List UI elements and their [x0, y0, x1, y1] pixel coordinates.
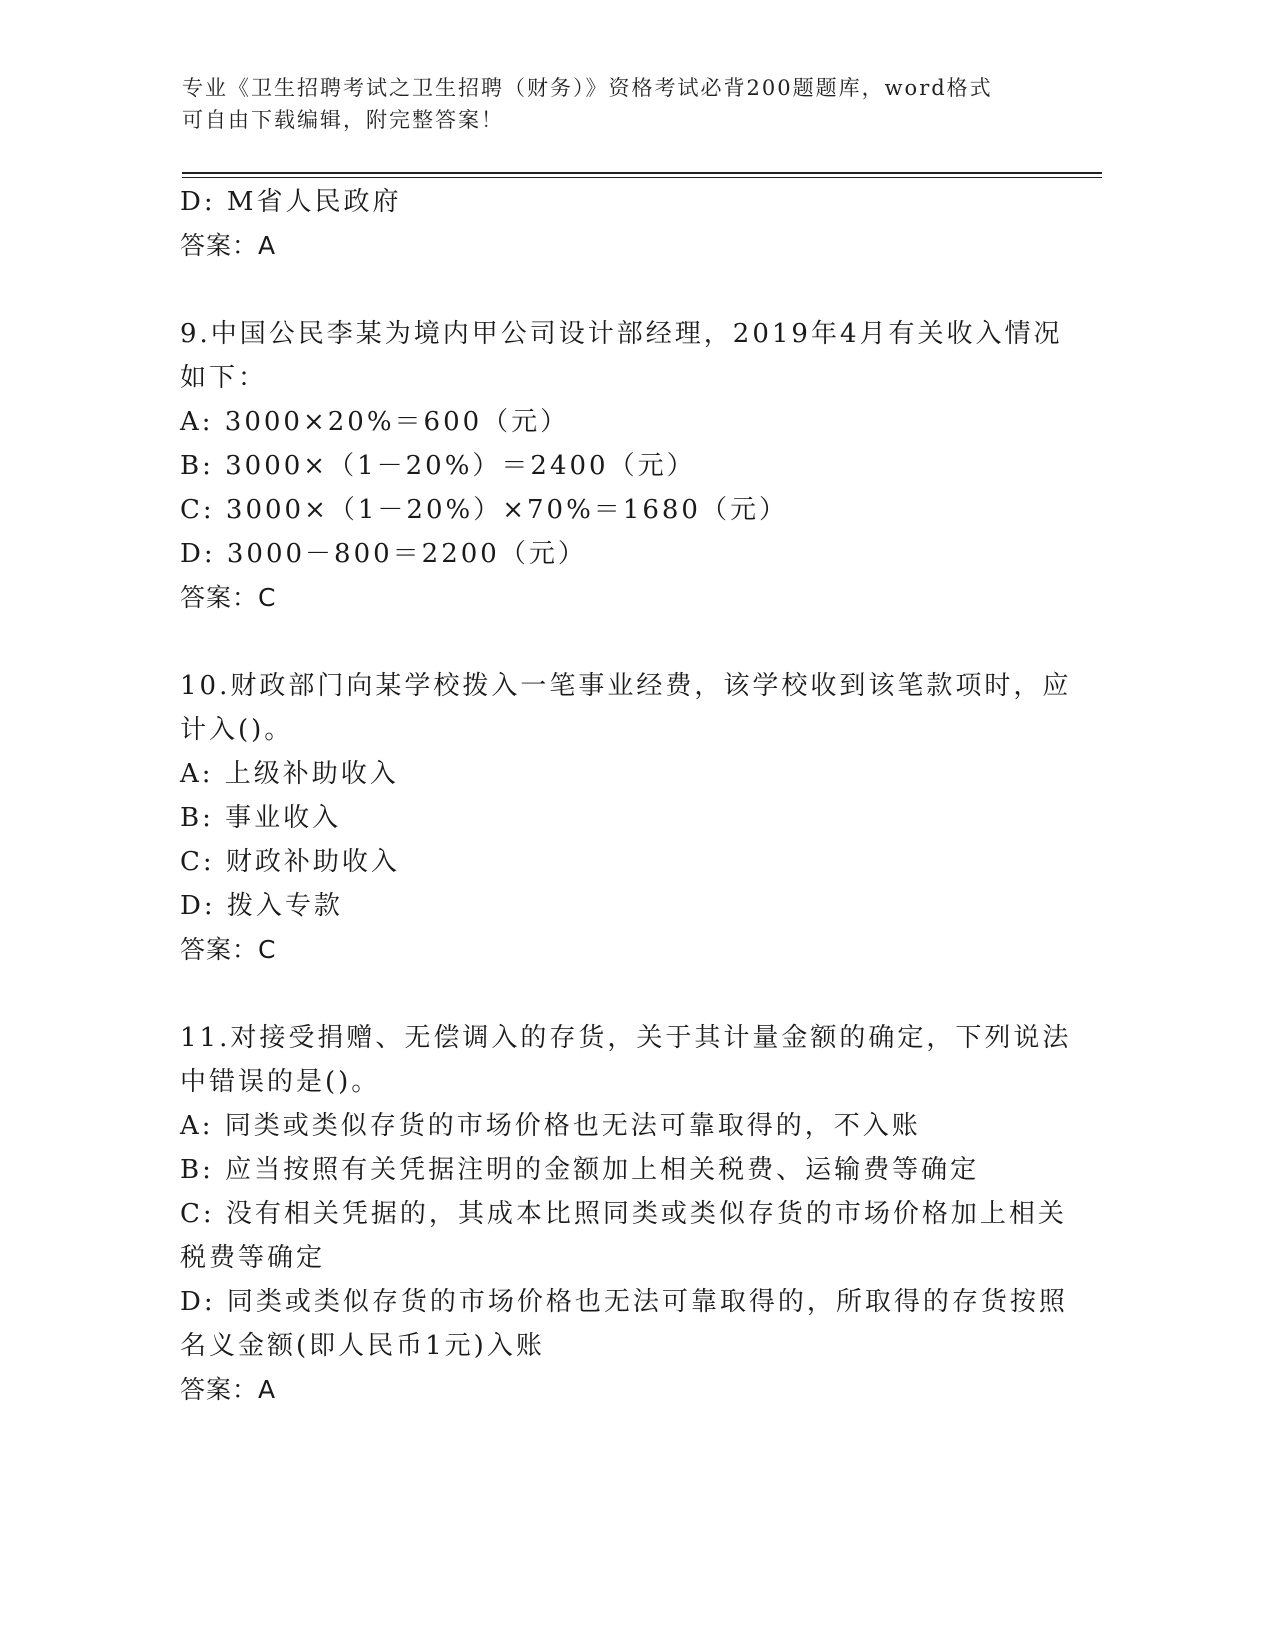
question-10	[180, 664, 1072, 972]
option-d: D: 同类或类似存货的市场价格也无法可靠取得的，所取得的存货按照	[180, 1287, 1068, 1317]
option-b: B: 事业收入	[180, 803, 342, 833]
prev-option-d: D: M省人民政府	[180, 187, 402, 217]
option-d-cont: 名义金额(即人民币1元)入账	[180, 1331, 545, 1361]
question-stem: 11.对接受捐赠、无偿调入的存货，关于其计量金额的确定，下列说法	[180, 1023, 1072, 1053]
option-d: D: 拨入专款	[180, 891, 343, 921]
answer: 答案：A	[180, 1375, 277, 1404]
prev-answer: 答案：A	[180, 231, 277, 260]
option-b: B: 3000×（1－20%）＝2400（元）	[180, 451, 696, 481]
document-body	[180, 180, 1072, 1412]
answer: 答案：C	[180, 935, 277, 964]
spacer	[180, 972, 1060, 1016]
option-c: C: 3000×（1－20%）×70%＝1680（元）	[180, 495, 788, 525]
option-c-cont: 税费等确定	[180, 1243, 326, 1273]
option-a: A: 3000×20%＝600（元）	[180, 407, 570, 437]
option-c: C: 财政补助收入	[180, 847, 400, 877]
option-c: C: 没有相关凭据的，其成本比照同类或类似存货的市场价格加上相关	[180, 1199, 1067, 1229]
header-line-2: 可自由下载编辑，附完整答案！	[182, 108, 504, 132]
question-9	[180, 312, 1063, 620]
option-a: A: 同类或类似存货的市场价格也无法可靠取得的，不入账	[180, 1111, 921, 1141]
document-header	[182, 72, 1042, 136]
question-stem-cont: 计入()。	[180, 715, 294, 745]
question-stem: 10.财政部门向某学校拨入一笔事业经费，该学校收到该笔款项时，应	[180, 671, 1072, 701]
header-rule-thin	[182, 177, 1102, 178]
header-rule-thick	[182, 172, 1102, 174]
option-d: D: 3000－800＝2200（元）	[180, 539, 587, 569]
spacer	[180, 620, 1060, 664]
spacer	[180, 268, 1060, 312]
question-stem-cont: 中错误的是()。	[180, 1067, 381, 1097]
answer: 答案：C	[180, 583, 277, 612]
question-stem-cont: 如下：	[180, 363, 268, 393]
option-b: B: 应当按照有关凭据注明的金额加上相关税费、运输费等确定	[180, 1155, 980, 1185]
option-a: A: 上级补助收入	[180, 759, 399, 789]
question-11	[180, 1016, 1072, 1412]
question-stem: 9.中国公民李某为境内甲公司设计部经理，2019年4月有关收入情况	[180, 319, 1063, 349]
header-line-1: 专业《卫生招聘考试之卫生招聘（财务）》资格考试必背200题题库，word格式	[182, 76, 993, 100]
